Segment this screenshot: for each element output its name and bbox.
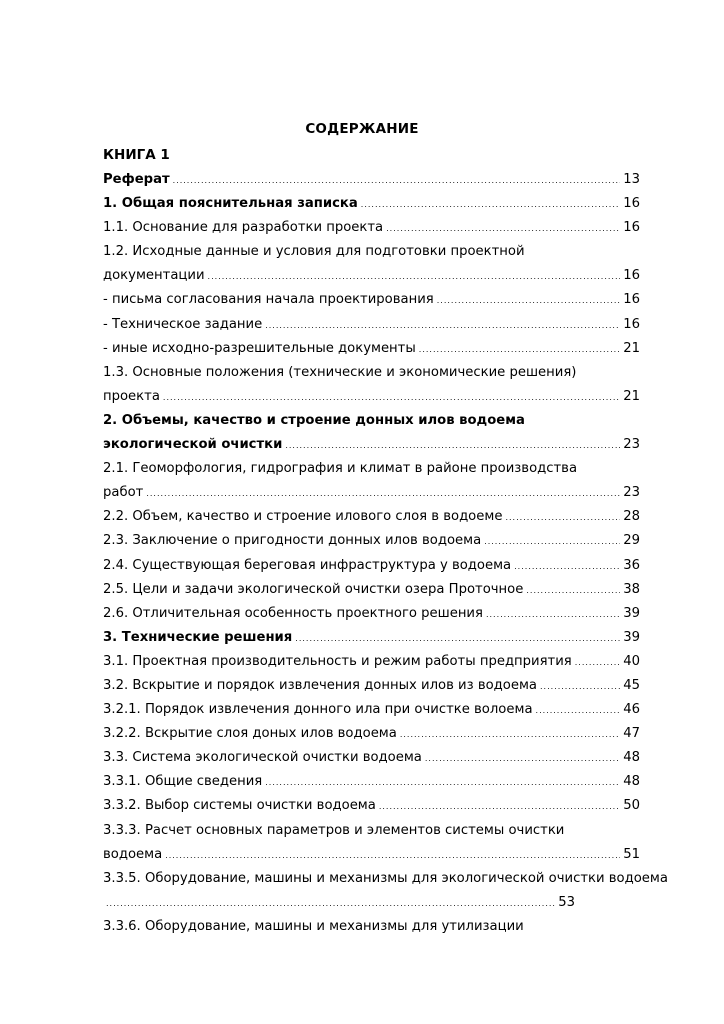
toc-entry — [103, 770, 643, 794]
toc-page-number: 45 — [623, 677, 640, 693]
toc-page-number: 46 — [623, 702, 640, 718]
toc-entry-title: 2.2. Объем, качество и строение илового слоя в водоеме — [103, 509, 503, 525]
toc-entry-title: экологической очистки — [103, 437, 283, 453]
toc-leader-dots — [163, 386, 620, 410]
toc-entry-title: 1.3. Основные положения (технические и экономические решения) — [103, 364, 577, 380]
toc-entry — [103, 674, 643, 698]
toc-entry-title: 2.6. Отличительная особенность проектного решения — [103, 605, 483, 621]
toc-entry — [103, 361, 643, 385]
toc-entry-title: 2.3. Заключение о пригодности донных илов водоема — [103, 533, 482, 549]
toc-entry — [103, 529, 643, 553]
toc-page-number: 21 — [623, 388, 640, 404]
toc-entry — [103, 602, 643, 626]
toc-page-number: 16 — [623, 220, 640, 236]
toc-entry — [103, 216, 643, 240]
toc-entry-title: 3.2.1. Порядок извлечения донного ила при очистке волоема — [103, 702, 533, 718]
toc-page-number: 51 — [623, 846, 640, 862]
toc-leader-dots — [484, 530, 620, 554]
toc-page-number: 38 — [623, 581, 640, 597]
toc-page-number: 29 — [623, 533, 640, 549]
toc-entry — [103, 746, 643, 770]
toc-entry-title: 3.1. Проектная производительность и режим работы предприятия — [103, 653, 572, 669]
toc-leader-dots — [505, 506, 620, 530]
toc-entry-title: 2. Объемы, качество и строение донных илов водоема — [103, 412, 525, 428]
toc-entry-title: 3.3.3. Расчет основных параметров и элементов системы очистки — [103, 822, 565, 838]
toc-entry — [103, 626, 643, 650]
toc-page-number: 48 — [623, 774, 640, 790]
toc-entry-title: - письма согласования начала проектирования — [103, 292, 434, 308]
toc-leader-dots — [486, 603, 620, 627]
toc-entry — [103, 192, 643, 216]
toc-entry-title: 1. Общая пояснительная записка — [103, 196, 358, 212]
toc-entry-title: 3.3.5. Оборудование, машины и механизмы для экологической очистки водоема — [103, 870, 668, 886]
toc-page-number: 36 — [623, 557, 640, 573]
toc-leader-dots — [361, 193, 620, 217]
toc-leader-dots — [295, 627, 620, 651]
toc-leader-dots — [425, 747, 620, 771]
toc-entry-title: 3.3.1. Общие сведения — [103, 774, 263, 790]
toc-entry — [103, 457, 643, 481]
toc-entry-title: водоема — [103, 846, 163, 862]
toc-entry — [103, 554, 643, 578]
toc-entry — [103, 433, 643, 457]
toc-entry — [103, 867, 668, 891]
toc-leader-dots — [400, 723, 620, 747]
toc-page-number: 28 — [623, 509, 640, 525]
toc-entry-title: 3.3.2. Выбор системы очистки водоема — [103, 798, 376, 814]
toc-entry-title: 2.4. Существующая береговая инфраструктура у водоема — [103, 557, 512, 573]
toc-page-number: 13 — [623, 172, 640, 187]
toc-entry — [103, 843, 643, 867]
toc-page-number: 16 — [623, 196, 640, 212]
toc-entry-title: - иные исходно-разрешительные документы — [103, 340, 416, 356]
toc-entry — [103, 578, 643, 602]
toc-leader-dots — [265, 314, 620, 338]
toc-entry — [103, 505, 643, 529]
toc-leader-dots — [106, 892, 555, 916]
toc-entry-title: 3.3.6. Оборудование, машины и механизмы для утилизации — [103, 918, 524, 934]
toc-leader-dots — [419, 338, 620, 362]
toc-entry-title: документации — [103, 268, 205, 284]
toc-entry — [103, 313, 643, 337]
toc-entry-title: проекта — [103, 388, 160, 404]
toc-page-number: 39 — [623, 629, 640, 645]
toc-entry-title: 2.1. Геоморфология, гидрография и климат в районе производства — [103, 461, 578, 477]
toc-entry — [103, 819, 643, 843]
toc-entry-title: 2.5. Цели и задачи экологической очистки озера Проточное — [103, 581, 524, 597]
toc-title: СОДЕРЖАНИЕ — [305, 121, 419, 137]
toc-entry — [103, 722, 643, 746]
toc-leader-dots — [379, 795, 620, 819]
toc-leader-dots — [575, 651, 620, 675]
toc-leader-dots — [146, 482, 620, 506]
toc-entry-title: 3.2.2. Вскрытие слоя доных илов водоема — [103, 726, 397, 742]
toc-entry-title: - Техническое задание — [103, 316, 263, 332]
toc-entry-title: 1.2. Исходные данные и условия для подготовки проектной — [103, 244, 525, 260]
toc-leader-dots — [208, 265, 621, 289]
toc-entry — [103, 264, 643, 288]
toc-entry — [103, 409, 643, 433]
toc-entry — [103, 650, 643, 674]
toc-entry — [103, 481, 643, 505]
toc-entry — [103, 915, 643, 939]
toc-leader-dots — [285, 434, 620, 458]
toc-entry — [103, 337, 643, 361]
toc-page-number: 16 — [623, 292, 640, 308]
toc-leader-dots — [265, 771, 620, 795]
toc-leader-dots — [526, 579, 620, 603]
table-of-contents — [103, 168, 668, 939]
toc-entry — [103, 891, 578, 915]
toc-entry-title: Реферат — [103, 172, 170, 187]
toc-leader-dots — [173, 169, 621, 193]
toc-page-number: 16 — [623, 316, 640, 332]
toc-entry — [103, 240, 643, 264]
toc-leader-dots — [540, 675, 620, 699]
toc-leader-dots — [386, 217, 620, 241]
toc-entry-title: 3.3. Система экологической очистки водоема — [103, 750, 422, 766]
toc-leader-dots — [437, 289, 620, 313]
toc-page-number: 23 — [623, 437, 640, 453]
toc-entry-title: 3.2. Вскрытие и порядок извлечения донных илов из водоема — [103, 677, 537, 693]
toc-page-number: 40 — [623, 653, 640, 669]
toc-page-number: 16 — [623, 268, 640, 284]
toc-entry-title: работ — [103, 485, 144, 501]
toc-page-number: 23 — [623, 485, 640, 501]
toc-page-number: 47 — [623, 726, 640, 742]
toc-entry — [103, 385, 643, 409]
toc-page-number: 48 — [623, 750, 640, 766]
toc-page-number: 53 — [558, 894, 575, 910]
toc-entry — [103, 794, 643, 818]
toc-entry — [103, 168, 643, 192]
book-heading: КНИГА 1 — [103, 147, 170, 163]
toc-leader-dots — [514, 555, 620, 579]
toc-entry-title: 3. Технические решения — [103, 629, 293, 645]
toc-entry-title: 1.1. Основание для разработки проекта — [103, 220, 384, 236]
toc-entry — [103, 698, 643, 722]
toc-page-number: 21 — [623, 340, 640, 356]
toc-leader-dots — [536, 699, 621, 723]
toc-entry — [103, 288, 643, 312]
toc-page-number: 50 — [623, 798, 640, 814]
toc-leader-dots — [165, 844, 620, 868]
toc-page-number: 39 — [623, 605, 640, 621]
